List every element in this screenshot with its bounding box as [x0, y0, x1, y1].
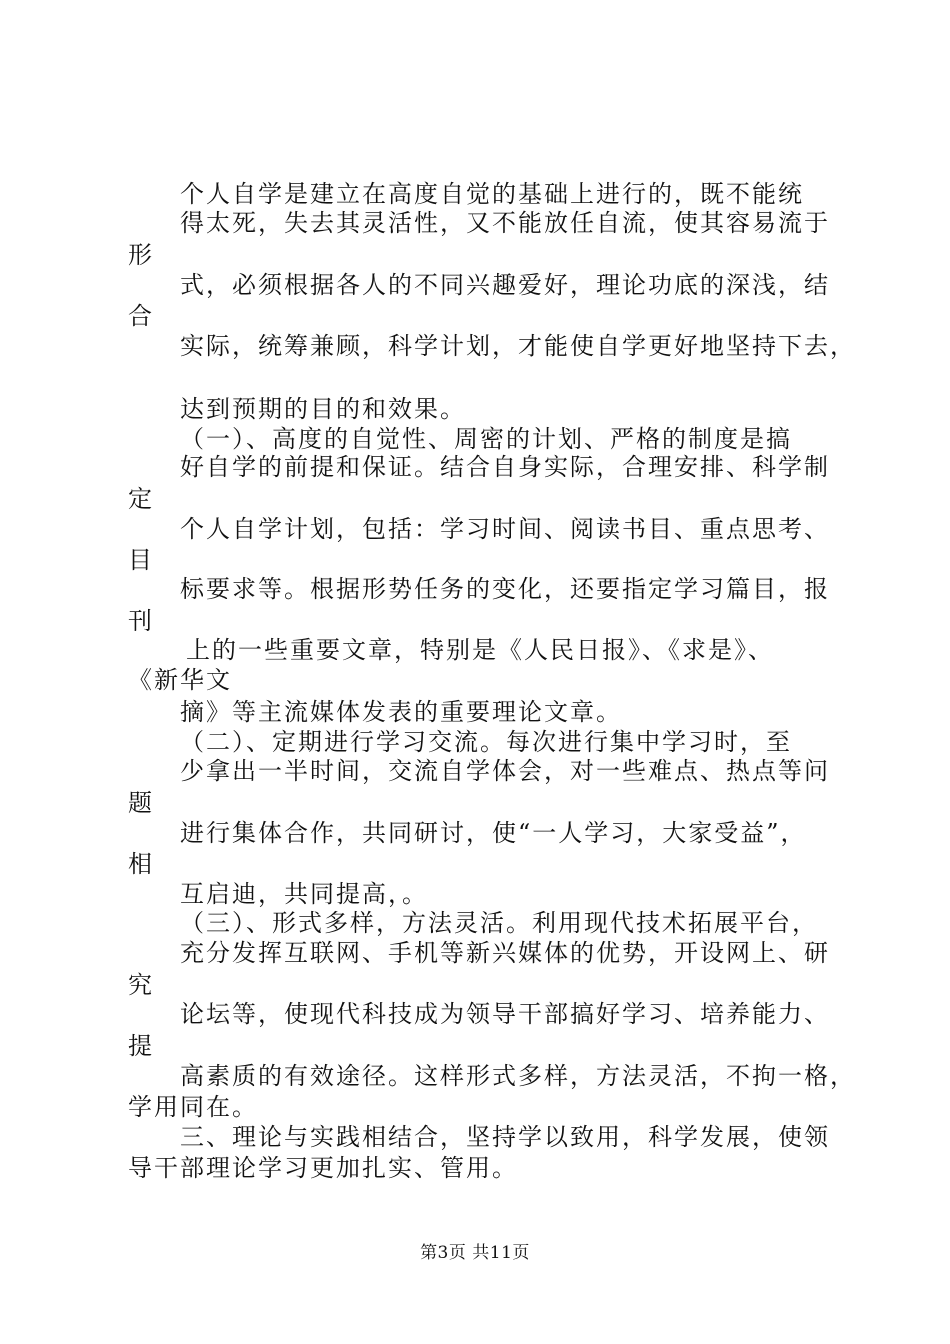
text-line: 实际，统筹兼顾，科学计划，才能使自学更好地坚持下去，: [180, 332, 856, 360]
text-line: 定: [128, 485, 154, 513]
text-line: 题: [128, 789, 154, 817]
text-line: 式，必须根据各人的不同兴趣爱好，理论功底的深浅，结: [180, 271, 830, 299]
text-line: 三、理论与实践相结合，坚持学以致用，科学发展，使领: [180, 1123, 830, 1151]
text-line: 刊: [128, 607, 154, 635]
text-line: 充分发挥互联网、手机等新兴媒体的优势，开设网上、研: [180, 939, 830, 967]
text-line: 少拿出一半时间，交流自学体会，对一些难点、热点等问: [180, 757, 830, 785]
text-line: 互启迪，共同提高，。: [180, 880, 428, 908]
text-line: 摘》等主流媒体发表的重要理论文章。: [180, 698, 622, 726]
text-line: 个人自学是建立在高度自觉的基础上进行的，既不能统: [180, 180, 804, 208]
text-line: 上的一些重要文章，特别是《人民日报》、《求是》、: [186, 636, 774, 664]
text-line: 《新华文: [128, 666, 232, 694]
text-line: 相: [128, 850, 154, 878]
text-line: 达到预期的目的和效果。: [180, 395, 466, 423]
text-line: 导干部理论学习更加扎实、管用。: [128, 1154, 518, 1182]
text-line: 提: [128, 1032, 154, 1060]
text-line: 得太死，失去其灵活性，又不能放任自流，使其容易流于: [180, 209, 830, 237]
text-line: 目: [128, 546, 154, 574]
text-line: 形: [128, 241, 154, 269]
text-line: 究: [128, 971, 154, 999]
text-line: 合: [128, 302, 154, 330]
text-line: （一）、高度的自觉性、周密的计划、严格的制度是搞: [180, 425, 792, 453]
text-line: 进行集体合作，共同研讨，使“一人学习，大家受益”，: [180, 819, 807, 847]
page-number-footer: 第3页 共11页: [420, 1243, 530, 1263]
text-line: （三）、形式多样，方法灵活。利用现代技术拓展平台，: [180, 909, 818, 937]
text-line: 标要求等。根据形势任务的变化，还要指定学习篇目，报: [180, 575, 830, 603]
text-line: 好自学的前提和保证。结合自身实际，合理安排、科学制: [180, 453, 830, 481]
text-line: 学用同在。: [128, 1093, 258, 1121]
text-line: （二）、定期进行学习交流。每次进行集中学习时，至: [180, 728, 792, 756]
text-line: 个人自学计划，包括：学习时间、阅读书目、重点思考、: [180, 515, 830, 543]
text-line: 高素质的有效途径。这样形式多样，方法灵活，不拘一格，: [180, 1062, 856, 1090]
text-line: 论坛等，使现代科技成为领导干部搞好学习、培养能力、: [180, 1000, 830, 1028]
